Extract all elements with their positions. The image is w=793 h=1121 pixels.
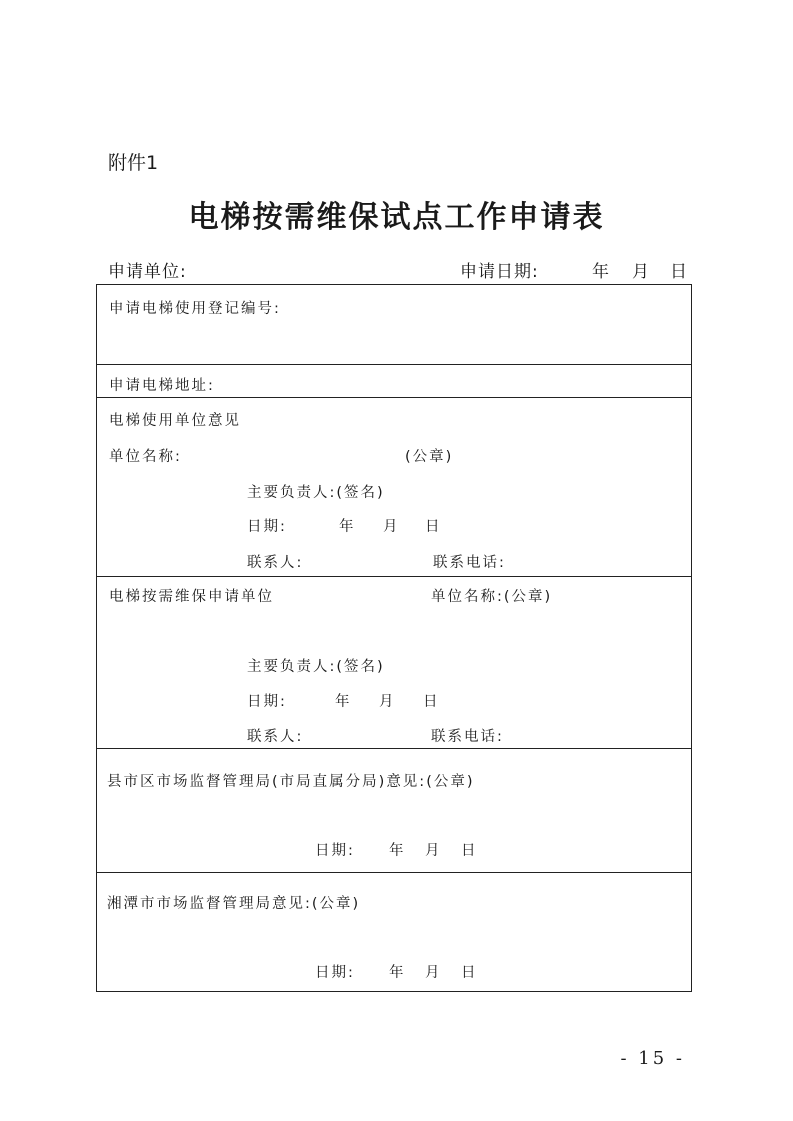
attachment-label: 附件1 — [108, 152, 159, 174]
county-bureau-date-day: 日 — [461, 843, 478, 859]
maint-unit-date-year: 年 — [335, 694, 352, 710]
maint-unit-date-day: 日 — [423, 694, 440, 710]
city-bureau-date-month: 月 — [425, 965, 442, 981]
city-bureau-opinion: 湘潭市市场监督管理局意见:(公章) — [107, 896, 361, 912]
user-unit-date-year: 年 — [339, 519, 356, 535]
row-divider — [97, 872, 691, 873]
apply-date-month: 月 — [632, 262, 650, 282]
user-unit-seal: (公章) — [405, 449, 454, 465]
maint-unit-principal: 主要负责人:(签名) — [247, 659, 385, 675]
user-unit-date-label: 日期: — [247, 519, 287, 535]
user-unit-name-label: 单位名称: — [109, 449, 182, 465]
applicant-unit-label: 申请单位: — [108, 262, 187, 282]
apply-date-year: 年 — [592, 262, 610, 282]
county-bureau-date-year: 年 — [389, 843, 406, 859]
apply-date-label: 申请日期: — [460, 262, 539, 282]
row-divider — [97, 748, 691, 749]
reg-no-label: 申请电梯使用登记编号: — [109, 301, 281, 317]
address-label: 申请电梯地址: — [109, 378, 215, 394]
row-divider — [97, 364, 691, 365]
city-bureau-date-label: 日期: — [315, 965, 355, 981]
row-divider — [97, 397, 691, 398]
county-bureau-date-label: 日期: — [315, 843, 355, 859]
maint-unit-phone: 联系电话: — [431, 729, 504, 745]
user-unit-principal: 主要负责人:(签名) — [247, 485, 385, 501]
row-divider — [97, 576, 691, 577]
maint-unit-contact: 联系人: — [247, 729, 304, 745]
page-number: - 15 - — [620, 1048, 685, 1069]
county-bureau-date-month: 月 — [425, 843, 442, 859]
maint-unit-date-month: 月 — [379, 694, 396, 710]
user-unit-contact: 联系人: — [247, 555, 304, 571]
maint-unit-heading: 电梯按需维保申请单位 — [109, 589, 274, 605]
form-title: 电梯按需维保试点工作申请表 — [188, 200, 605, 235]
city-bureau-date-year: 年 — [389, 965, 406, 981]
maint-unit-date-label: 日期: — [247, 694, 287, 710]
county-bureau-opinion: 县市区市场监督管理局(市局直属分局)意见:(公章) — [107, 774, 475, 790]
application-form-table — [96, 284, 692, 992]
user-unit-heading: 电梯使用单位意见 — [109, 413, 241, 429]
maint-unit-name-seal: 单位名称:(公章) — [431, 589, 553, 605]
apply-date-day: 日 — [670, 262, 688, 282]
user-unit-phone: 联系电话: — [433, 555, 506, 571]
city-bureau-date-day: 日 — [461, 965, 478, 981]
user-unit-date-month: 月 — [383, 519, 400, 535]
user-unit-date-day: 日 — [425, 519, 442, 535]
